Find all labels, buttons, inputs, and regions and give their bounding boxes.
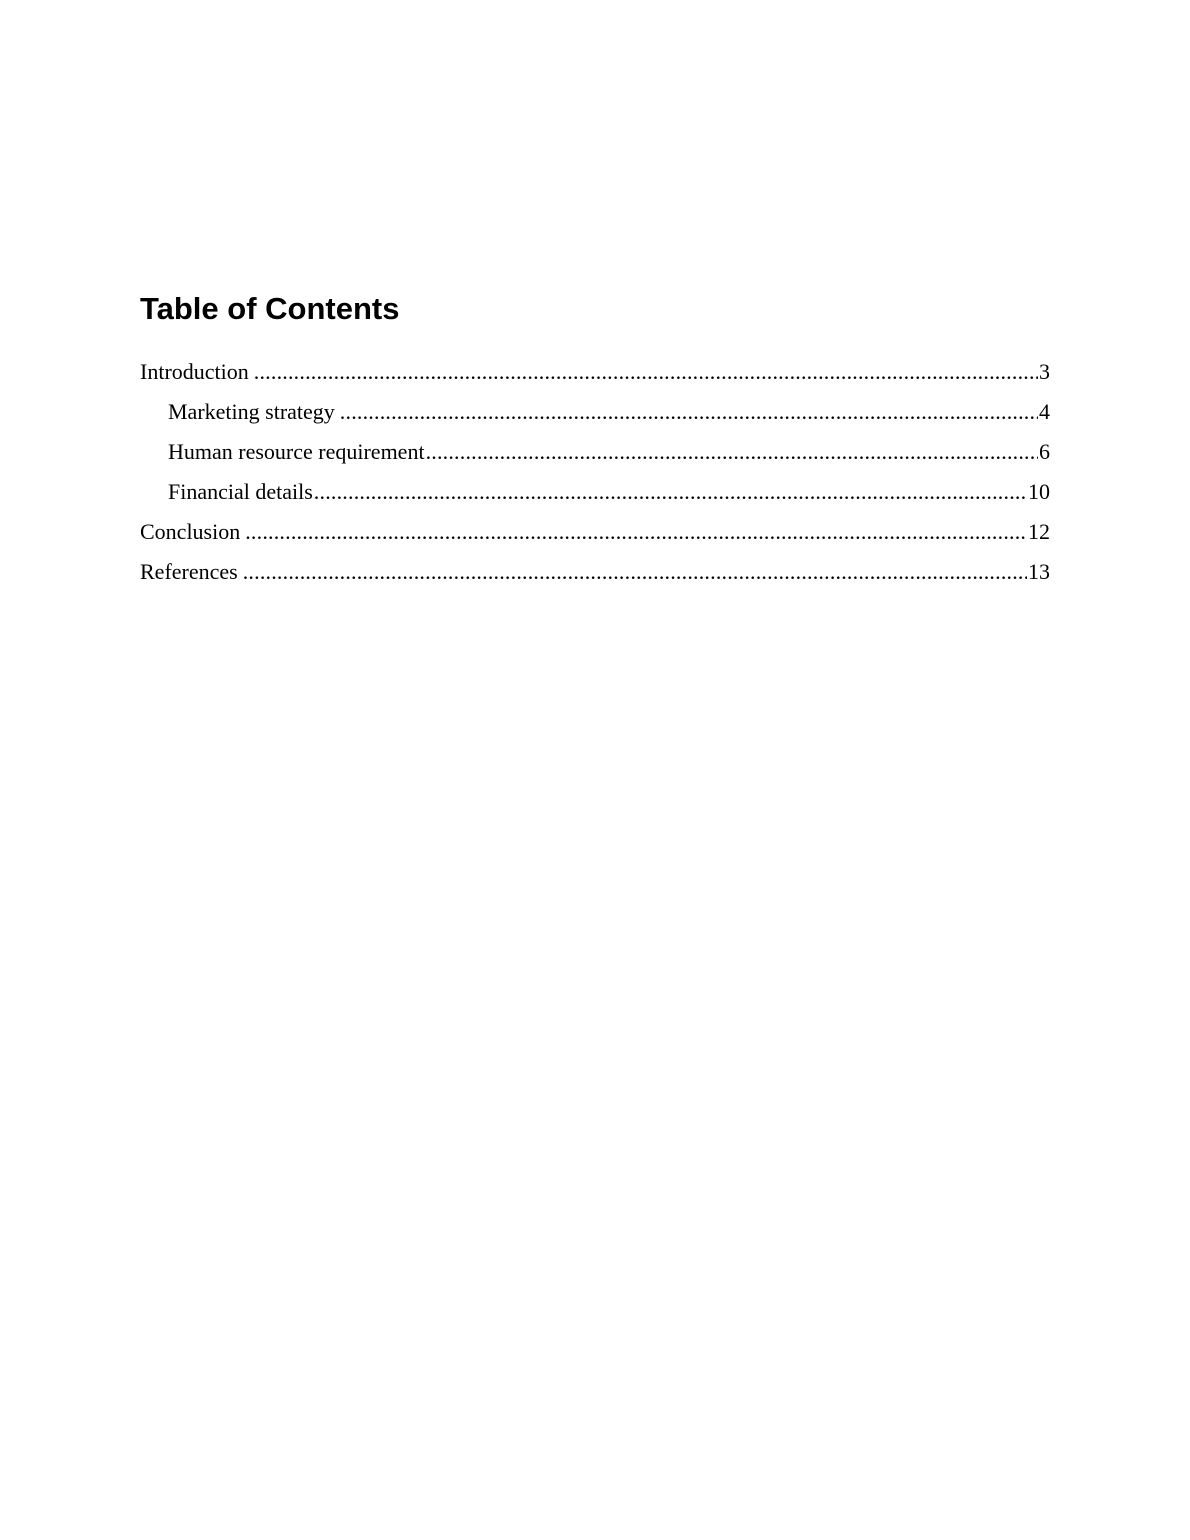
toc-list [140,356,1050,596]
toc-dot-leader [245,516,1027,548]
toc-entry-marketing-strategy[interactable] [140,396,1050,436]
toc-entry-human-resource-requirement[interactable] [140,436,1050,476]
table-of-contents [140,288,1050,596]
toc-heading: Table of Contents [140,291,400,326]
toc-entry-conclusion[interactable] [140,516,1050,556]
toc-dot-leader [340,396,1038,428]
toc-dot-leader [314,476,1027,508]
toc-entry-label: Marketing strategy [168,399,335,424]
toc-page-number: 6 [1039,439,1050,464]
toc-entry-label: Conclusion [140,519,241,544]
toc-entry-introduction[interactable] [140,356,1050,396]
toc-page-number: 13 [1028,559,1050,584]
toc-entry-label: References [140,559,238,584]
toc-dot-leader [426,436,1038,468]
toc-entry-label: Human resource requirement [168,439,425,464]
toc-entry-label: Financial details [168,479,313,504]
toc-dot-leader [254,356,1038,388]
toc-entry-label: Introduction [140,359,249,384]
toc-dot-leader [243,556,1027,588]
toc-page-number: 12 [1028,519,1050,544]
toc-entry-references[interactable] [140,556,1050,596]
toc-page-number: 4 [1039,399,1050,424]
toc-page-number: 10 [1028,479,1050,504]
toc-entry-financial-details[interactable] [140,476,1050,516]
toc-page-number: 3 [1039,359,1050,384]
